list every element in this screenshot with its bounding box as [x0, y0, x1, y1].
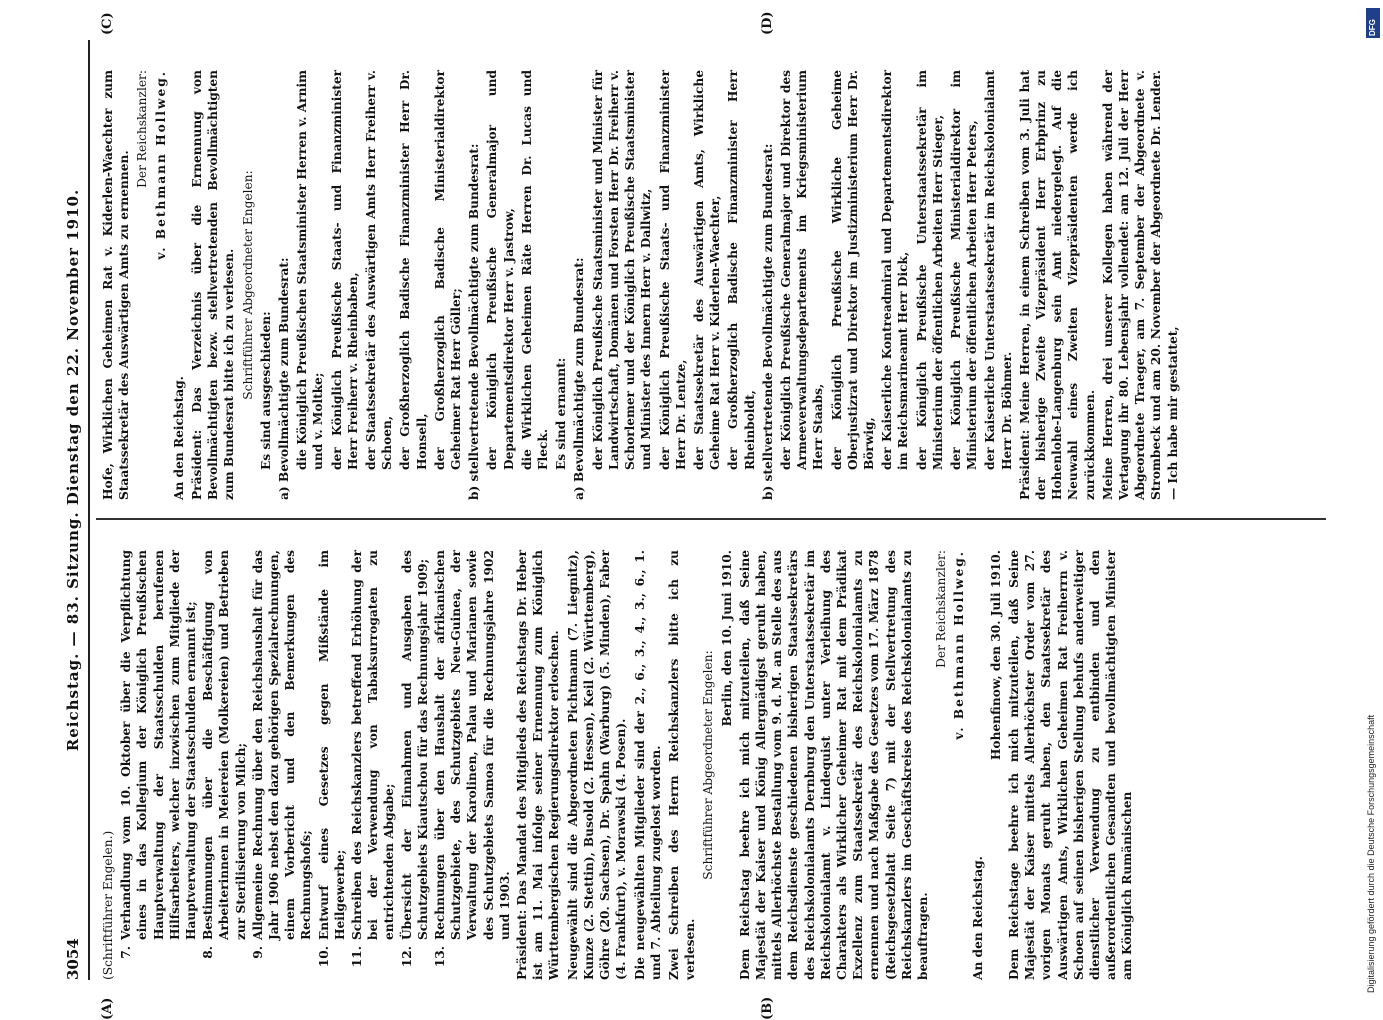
- section-heading: Es sind ernannt:: [554, 357, 569, 470]
- right-column: [100, 70, 1183, 500]
- secretary-label: Schriftführer Abgeordneter Engelen:: [240, 170, 255, 400]
- list-item: 13. Rechnungen über den Haushalt der afrikanischen Schutzgebiete, des Schutzgebiets Neu-Guinea, der Verwaltung der Karolinen, Palau und Marianen sowie des Schutzgebiets Samoa für die Rechnungsjahre 1902 und 1903.: [433, 550, 512, 968]
- speaker-note: (Schriftführer Engelen.): [101, 830, 115, 980]
- list-item: der Königlich Preußische Staats- und Finanzminister Herr Dr. Lentze,: [657, 70, 688, 470]
- president-statement: Präsident: Das Mandat des Mitglieds des Reichstags Dr. Heber ist am 11. Mai infolge seiner Ernennung zum Königlich Württembergischen Regierungsdirektor erloschen.: [515, 550, 562, 980]
- list-item: 7. Verhandlung vom 10. Oktober über die Verpflichtung eines in das Kollegium der Königlich Preußischen Hauptverwaltung der Staatsschulden berufenen Hilfsarbeiters, welcher inzwischen zum Mitgliede der Hauptverwaltung der Staatsschulden ernannt ist;: [119, 550, 199, 959]
- list-item: die Königlich Preußischen Staatsminister Herren v. Arnim und v. Moltke;: [295, 70, 326, 470]
- subsection-heading: a) Bevollmächtigte zum Bundesrat:: [572, 257, 587, 500]
- margin-letter-b: (B): [760, 996, 775, 1020]
- subsection-heading: b) stellvertretende Bevollmächtigte zum Bundesrat:: [467, 143, 482, 500]
- header-rule: [88, 40, 90, 980]
- president-statement: Präsident: Das Verzeichnis über die Ernennung von Bevollmächtigten bezw. stellvertretenden Bevollmächtigten zum Bundesrat bitte ich zu verlesen.: [190, 70, 237, 500]
- two-letters-request: Zwei Schreiben des Herrn Reichskanzlers bitte ich zu verlesen.: [666, 550, 698, 980]
- signer-name: v. Bethmann Hollweg.: [952, 550, 967, 740]
- closing-paragraph: Meine Herren, drei unserer Kollegen haben während der Vertagung ihr 80. Lebensjahr vollendet: am 12. Juli der Herr Abgeordnete Traeger, am 7. September der Abgeordnete v. Strombeck und am 20. November der Abgeordnete Dr. Lender. — Ich habe mir gestattet,: [1100, 70, 1180, 500]
- signer-name: v. Bethmann Hollweg.: [153, 70, 168, 260]
- list-item: der Kaiserliche Kontreadmiral und Departementsdirektor im Reichsmarineamt Herr Dick,: [880, 70, 911, 470]
- letter-continuation: Hofe, Wirklichen Geheimen Rat v. Kiderlen-Waechter zum Staatssekretär des Auswärtigen Amts zu ernennen.: [101, 70, 132, 500]
- list-item: der Großherzoglich Badische Finanzminister Herr Rheinboldt,: [726, 70, 757, 470]
- subsection-heading: b) stellvertretende Bevollmächtigte zum Bundesrat:: [760, 143, 775, 500]
- margin-letter-d: (D): [760, 11, 775, 35]
- list-item: der Königlich Preußische Staatsminister und Minister für Landwirtschaft, Domänen und Forsten Herr Dr. Freiherr v. Schorlemer und der Königlich Preußische Staatsminister und Minister des Innern Herr v. Dallwitz,: [590, 70, 654, 470]
- list-item: der Königlich Preußische Wirkliche Geheime Oberjustizrat und Direktor im Justizministerium Herr Dr. Börwig,: [829, 70, 876, 470]
- page-header: [60, 40, 86, 980]
- list-item: der Königlich Preußische Unterstaatssekretär im Ministerium der öffentlichen Arbeiten Herr Stieger,: [914, 70, 945, 470]
- rotated-page: [60, 11, 1350, 1020]
- list-item: der Staatssekretär des Auswärtigen Amts, Wirkliche Geheime Rat Herr v. Kiderlen-Waechter,: [691, 70, 723, 470]
- dfg-logo: DFG: [1366, 8, 1380, 38]
- list-item: die Wirklichen Geheimen Räte Herren Dr. Lucas und Fleck.: [519, 70, 551, 470]
- session-title: Reichstag. — 83. Sitzung. Dienstag den 22. November 1910.: [64, 188, 82, 752]
- signer-title: Der Reichskanzler:: [934, 550, 949, 668]
- list-item: der Kaiserliche Unterstaatssekretär im Reichskolonialamt Herr Dr. Böhmer.: [983, 70, 1014, 470]
- president-statement: Präsident: Meine Herren, in einem Schreiben vom 3. Juli hat der bisherige Zweite Vizepräsident Herr Erbprinz zu Hohenlohe-Langenburg sein Amt niedergelegt. Auf die Neuwahl eines Zweiten Vizepräsidenten werde ich zurückkommen.: [1017, 70, 1097, 500]
- list-item: der Großherzoglich Badische Ministerialdirektor Geheimer Rat Herr Göller;: [432, 70, 464, 470]
- subsection-heading: a) Bevollmächtigte zum Bundesrat:: [277, 257, 292, 500]
- left-column: [100, 550, 1138, 980]
- list-item: der Königlich Preußische Staats- und Finanzminister Herr Freiherr v. Rheinbaben,: [329, 70, 360, 470]
- section-heading: Es sind ausgeschieden:: [258, 311, 273, 470]
- newly-elected: Neugewählt sind die Abgeordneten Pichtmann (7. Liegnitz), Kunze (2. Stettin), Busold (2. Hessen), Keil (2. Württemberg), Göhre (20. Sachsen), Dr. Spahn (Warburg) (5. Minden), Faber (4. Frankfurt), v. Morawski (4. Posen).: [565, 550, 629, 980]
- letter-body: Dem Reichstag beehre ich mich mitzuteilen, daß Seine Majestät der Kaiser und König Allergnädigst geruht haben, mittels Allerhöchste Bestallung vom 9. d. M. an Stelle des aus dem Reichsdienste geschiedenen bisherigen Staatssekretärs des Reichskolonialamts Dernburg den Unterstaatssekretär im Reichskolonialamt v. Lindequist unter Verleihung des Charakters als Wirklicher Geheimer Rat mit dem Prädikat Exzellenz zum Staatssekretär des Reichskolonialamts zu ernennen und nach Maßgabe des Gesetzes vom 17. März 1878 (Reichsgesetzblatt Seite 7) mit der Stellvertretung des Reichskanzlers im Geschäftskreise des Reichskolonialamts zu beauftragen.: [737, 550, 930, 980]
- secretary-label: Schriftführer Abgeordneter Engelen:: [701, 650, 716, 880]
- list-item: 10. Entwurf eines Gesetzes gegen Mißstände im Heilgewerbe;: [316, 550, 347, 968]
- letter-body: Dem Reichstage beehre ich mich mitzuteilen, daß Seine Majestät der Kaiser mittels Allerhöchster Order vom 27. vorigen Monats geruht haben, den Staatssekretär des Auswärtigen Amts, Wirklichen Geheimen Rat Freiherrn v. Schoen auf seinen bisherigen Stellung behufs anderweitiger dienstlicher Verwendung zu entbinden und den außerordentlichen Gesandten und bevollmächtigten Minister am Königlich Rumänischen: [1006, 550, 1135, 980]
- assignment-note: Die neugewählten Mitglieder sind der 2., 6., 3., 4., 3., 6., 1. und 7. Abteilung zugelost worden.: [632, 550, 663, 980]
- list-item: 11. Schreiben des Reichskanzlers betreffend Erhöhung der bei der Verwendung von Tabaksurrogaten zu entrichtenden Abgabe;: [350, 550, 397, 968]
- letter-date: Hohenfinow, den 30. Juli 1910.: [988, 550, 1003, 761]
- column-divider: [96, 518, 1326, 520]
- digitization-note: Digitalisierung gefördert durch die Deutsche Forschungsgemeinschaft: [1366, 714, 1376, 993]
- margin-letter-a: (A): [100, 997, 115, 1020]
- list-item: 9. Allgemeine Rechnung über den Reichshaushalt für das Jahr 1906 nebst den dazu gehörigen Spezialrechnungen, einem Vorbericht und den Bemerkungen des Rechnungshofs;: [250, 550, 314, 959]
- list-item: 8. Bestimmungen über die Beschäftigung von Arbeiterinnen in Meiereien (Molkereien) und Betrieben zur Sterilisierung von Milch;: [201, 550, 248, 959]
- list-item: der Königlich Preußische Ministerialdirektor im Ministerium der öffentlichen Arbeiten Herr Peters,: [948, 70, 980, 470]
- list-item: der Königlich Preußische Generalmajor und Direktor des Armeeverwaltungsdepartements im Kriegsministerium Herr Staabs,: [778, 70, 826, 470]
- list-item: der Großherzoglich Badische Finanzminister Herr Dr. Honsell,: [398, 70, 429, 470]
- margin-letter-c: (C): [100, 12, 115, 35]
- page-number: 3054: [64, 938, 82, 980]
- letter-date: Berlin, den 10. Juni 1910.: [719, 550, 734, 727]
- list-item: der Staatssekretär des Auswärtigen Amts Herr Freiherr v. Schoen,: [364, 70, 395, 470]
- addressee: An den Reichstag.: [970, 856, 985, 980]
- list-item: 12. Übersicht der Einnahmen und Ausgaben des Schutzgebiets Kiautschou für das Rechnungsjahr 1909;: [399, 550, 430, 968]
- list-item: der Königlich Preußische Generalmajor und Departementsdirektor Herr v. Jastrow,: [485, 70, 516, 470]
- addressee: An den Reichstag.: [171, 376, 186, 500]
- signer-title: Der Reichskanzler:: [135, 70, 150, 188]
